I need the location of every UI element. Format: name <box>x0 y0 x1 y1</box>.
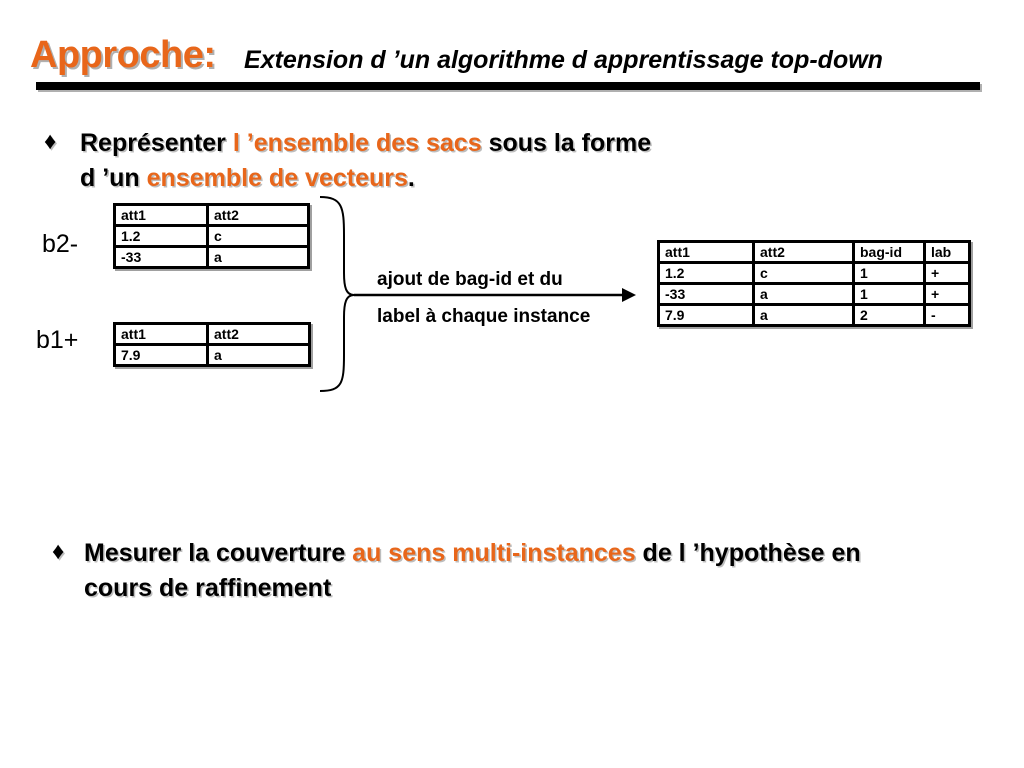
bullet2-line1 <box>84 536 1004 571</box>
table-cell: 7.9 <box>115 345 208 366</box>
bullet1-highlight2: ensemble de vecteurs <box>146 164 408 192</box>
table-row <box>659 263 970 284</box>
brace-arrow-graphic <box>310 195 640 395</box>
table-cell: att2 <box>208 324 310 345</box>
arrow-head-icon <box>622 288 636 302</box>
table-cell: a <box>754 284 854 305</box>
bullet2-part3: de l ’hypothèse en <box>635 539 861 567</box>
bag-table-b2 <box>113 203 310 269</box>
table-cell: 1.2 <box>659 263 754 284</box>
result-table <box>657 240 971 327</box>
table-cell: bag-id <box>854 242 925 263</box>
transform-label-line2: label à chaque instance <box>377 306 591 327</box>
table-cell: att2 <box>754 242 854 263</box>
bullet2-text <box>84 536 1004 606</box>
table-row <box>659 305 970 326</box>
transform-label-line1: ajout de bag-id et du <box>377 269 563 290</box>
bullet1-line2-part1: d ’un <box>80 164 147 192</box>
curly-brace-icon <box>320 197 354 391</box>
bullet2-line2: cours de raffinement <box>84 574 332 602</box>
bullet1-text <box>80 126 780 196</box>
bullet1-line2 <box>80 161 780 196</box>
table-cell: 2 <box>854 305 925 326</box>
slide-subtitle: Extension d ’un algorithme d apprentissage top-down <box>244 46 883 74</box>
bullet1-part1: Représenter <box>80 129 233 157</box>
table-cell: a <box>208 345 310 366</box>
bullet2-highlight: au sens multi-instances <box>352 539 636 567</box>
table-cell: lab <box>925 242 970 263</box>
title-underline <box>36 82 980 90</box>
bullet2-part1: Mesurer la couverture <box>84 539 353 567</box>
bag-table-b1 <box>113 322 311 367</box>
table-header-row <box>115 324 310 345</box>
table-cell: c <box>208 226 309 247</box>
table-row <box>115 247 309 268</box>
table-cell: att2 <box>208 205 309 226</box>
bullet1-diamond-icon: ♦ <box>44 128 57 155</box>
table-cell: -33 <box>659 284 754 305</box>
table-cell: 1.2 <box>115 226 208 247</box>
table-cell: - <box>925 305 970 326</box>
table-cell: 7.9 <box>659 305 754 326</box>
table-cell: -33 <box>115 247 208 268</box>
bag-label-b2: b2- <box>42 230 79 258</box>
table-cell: 1 <box>854 263 925 284</box>
bullet1-highlight1: l ’ensemble des sacs <box>232 129 482 157</box>
bullet1-part3: sous la forme <box>481 129 652 157</box>
table-cell: att1 <box>659 242 754 263</box>
table-row <box>115 345 310 366</box>
table-cell: c <box>754 263 854 284</box>
bullet1-line1 <box>80 126 780 161</box>
table-header-row <box>659 242 970 263</box>
table-cell: att1 <box>115 324 208 345</box>
table-cell: 1 <box>854 284 925 305</box>
slide-title: Approche: <box>30 34 216 76</box>
table-row <box>115 226 309 247</box>
bag-label-b1: b1+ <box>36 326 79 354</box>
bullet1-line2-end: . <box>407 164 415 192</box>
bullet2-diamond-icon: ♦ <box>52 538 65 565</box>
table-cell: att1 <box>115 205 208 226</box>
table-row <box>659 284 970 305</box>
table-cell: a <box>754 305 854 326</box>
table-cell: + <box>925 263 970 284</box>
table-header-row <box>115 205 309 226</box>
table-cell: + <box>925 284 970 305</box>
table-cell: a <box>208 247 309 268</box>
